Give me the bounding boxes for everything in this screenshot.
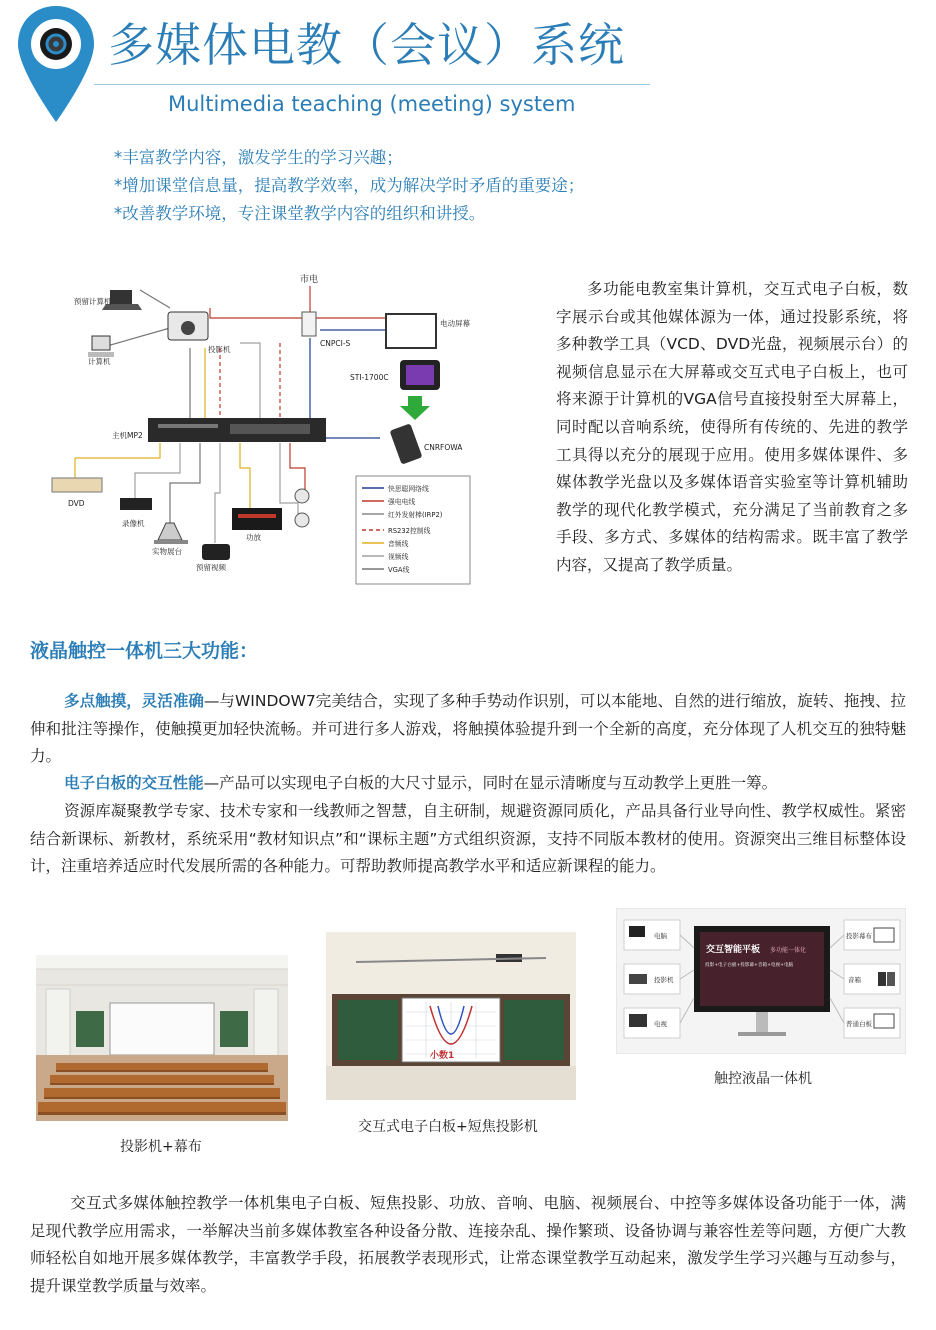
diagram-legend <box>356 476 470 584</box>
aio-screen-line: 投影+电子白板+投影幕+音箱+电视+电脑 <box>705 963 794 968</box>
diagram-label-reserved-pc: 预留计算机 <box>74 297 112 306</box>
photo-caption-1: 投影机+幕布 <box>120 1139 202 1155</box>
diagram-label-sti: STI-1700C <box>350 373 389 382</box>
feature-title: 多点触摸，灵活准确 <box>64 692 204 710</box>
legend-vga: VGA线 <box>388 566 410 574</box>
page-title: 多媒体电教（会议）系统 <box>108 18 625 72</box>
intro-paragraph: 多功能电教室集计算机，交互式电子白板，数字展示台或其他媒体源为一体，通过投影系统，将多种教学工具（VCD、DVD光盘，视频展示台）的视频信息显示在大屏幕或交互式电子白板上，也可将来源于计算机的VGA信号直接投射至大屏幕上，同时配以音响系统，使得所有传统的、先进的教学工具得以充分的展现于应用。使用多媒体课件、多媒体教学光盘以及多媒体语音实验室等计算机辅助教学的现代化教学模式，充分满足了当前教育之多手段、多方式、多媒体的结构需求。既丰富了教学内容，又提高了教学质量。 <box>556 280 908 574</box>
whiteboard-text: 小数1 <box>430 1051 455 1061</box>
benefit-item: *增加课堂信息量，提高教学效率，成为解决学时矛盾的重要途； <box>114 176 585 195</box>
aio-left-label-3: 电视 <box>654 1020 667 1028</box>
aio-screen-title: 交互智能平板 <box>706 945 761 955</box>
diagram-label-visualizer: 实物展台 <box>152 547 182 556</box>
photo-caption-3: 触控液晶一体机 <box>714 1071 812 1087</box>
aio-left-label-2: 投影机 <box>654 976 674 984</box>
diagram-label-cnpci: CNPCI-S <box>320 339 351 348</box>
legend-audio: 音频线 <box>388 540 409 548</box>
diagram-label-screen: 电动屏幕 <box>440 319 470 328</box>
benefit-item: *改善教学环境，专注课堂教学内容的组织和讲授。 <box>114 204 486 223</box>
diagram-label-cnrfowa: CNRFOWA <box>424 443 463 452</box>
diagram-label-amplifier: 功放 <box>246 533 261 542</box>
whiteboard-projector-photo <box>326 932 576 1100</box>
feature-paragraph-3: 资源库凝聚教学专家、技术专家和一线教师之智慧，自主研制，规避资源同质化，产品具备行业导向性、教学权威性。紧密结合新课标、新教材，系统采用“教材知识点”和“课标主题”方式组织资源，支持不同版本教材的使用。资源突出三维目标整体设计，注重培养适应时代发展所需的各种能力。可帮助教师提高教学水平和适应新课程的能力。 <box>30 802 906 876</box>
feature-text: —产品可以实现电子白板的大尺寸显示，同时在显示清晰度与互动教学上更胜一筹。 <box>203 774 778 792</box>
diagram-label-recorder: 录像机 <box>122 519 145 528</box>
page-subtitle: Multimedia teaching (meeting) system <box>168 92 576 116</box>
touch-aio-photo <box>616 908 906 1054</box>
feature-paragraph-2 <box>30 770 906 798</box>
benefit-list <box>114 144 584 228</box>
system-wiring-diagram <box>40 268 512 588</box>
closing-paragraph: 交互式多媒体触控教学一体机集电子白板、短焦投影、功放、音响、电脑、视频展台、中控等多媒体设备功能于一体，满足现代教学应用需求，一举解决当前多媒体教室各种设备分散、连接杂乱、操作繁琐、设备协调与兼容性差等问题，方便广大教师轻松自如地开展多媒体教学，丰富教学手段，拓展教学表现形式，让常态课堂教学互动起来，激发学生学习兴趣与互动参与，提升课堂教学质量与效率。 <box>30 1194 906 1295</box>
aio-screen-subtitle: 多功能一体化 <box>770 947 807 954</box>
diagram-label-mains: 市电 <box>300 275 319 285</box>
aio-left-label-1: 电脑 <box>654 932 667 940</box>
diagram-label-projector: 投影机 <box>208 345 231 354</box>
legend-power: 强电电线 <box>388 498 416 506</box>
legend-rs232: RS232控制线 <box>388 527 431 535</box>
feature-paragraph-1 <box>30 688 906 771</box>
section-heading: 液晶触控一体机三大功能： <box>30 640 259 662</box>
classroom-projector-photo <box>36 955 288 1121</box>
location-pin-logo-icon <box>16 4 96 124</box>
benefit-item: *丰富教学内容，激发学生的学习兴趣； <box>114 148 403 167</box>
feature-title: 电子白板的交互性能 <box>64 774 204 792</box>
diagram-label-host: 主机MP2 <box>112 431 143 440</box>
legend-network: 快思聪网络线 <box>388 485 429 493</box>
legend-ir: 红外发射棒(IRP2) <box>388 511 443 519</box>
aio-right-label-2: 音箱 <box>848 976 861 984</box>
photo-caption-2: 交互式电子白板+短焦投影机 <box>358 1119 538 1135</box>
diagram-label-reserved-video: 预留视频 <box>196 563 226 572</box>
aio-right-label-1: 投影幕布 <box>846 932 872 940</box>
diagram-label-dvd: DVD <box>68 499 85 508</box>
diagram-label-computer: 计算机 <box>88 357 111 366</box>
legend-video: 视频线 <box>388 553 409 561</box>
feature-text: —与WINDOW7完美结合，实现了多种手势动作识别，可以本能地、自然的进行缩放，旋转、拖拽、拉伸和批注等操作，使触摸更加轻快流畅。并可进行多人游戏，将触摸体验提升到一个全新的高度，充分体现了人机交互的独特魅力。 <box>30 692 906 766</box>
title-divider <box>94 84 650 85</box>
aio-right-label-3: 普通白板 <box>846 1020 872 1028</box>
